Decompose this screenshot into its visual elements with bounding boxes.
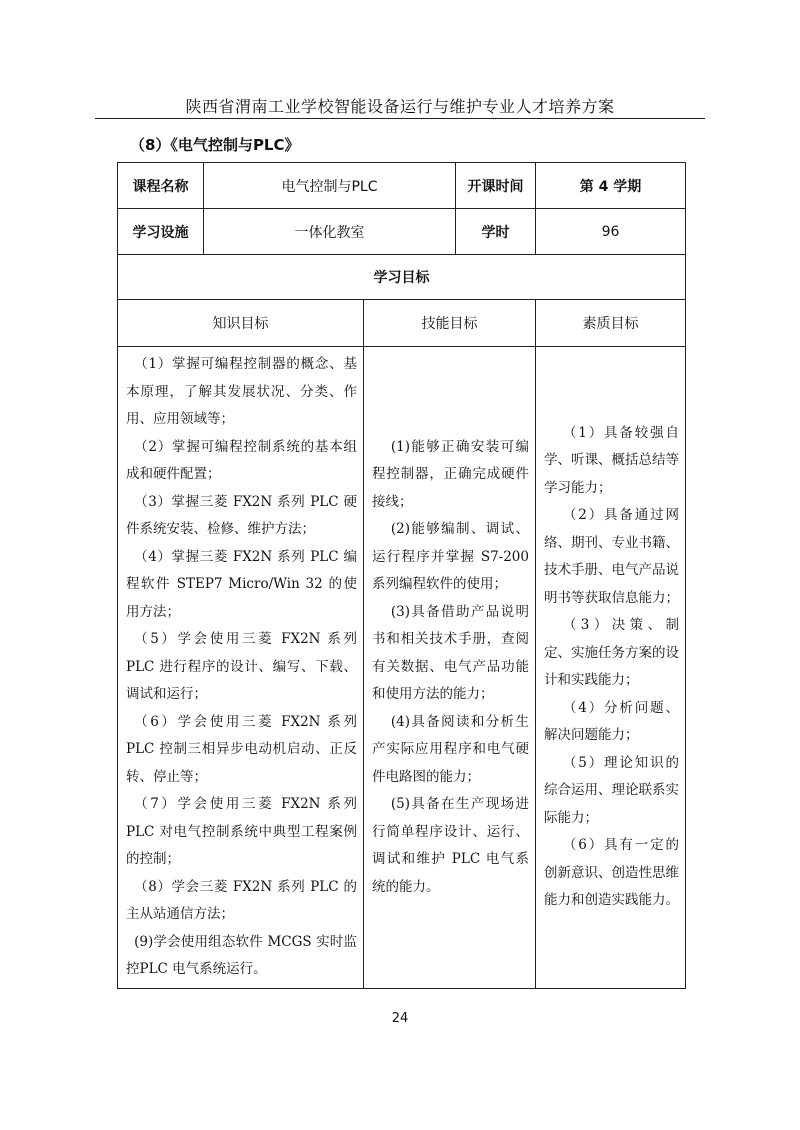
table-row bbox=[118, 255, 686, 300]
table-row bbox=[118, 300, 686, 347]
facility-label: 学习设施 bbox=[118, 209, 204, 255]
table-row bbox=[118, 163, 686, 209]
quality-column-header: 素质目标 bbox=[536, 300, 686, 347]
list-item: (4)具备阅读和分析生产实际应用程序和电气硬件电路图的能力； bbox=[372, 713, 529, 785]
list-item: （2）掌握可编程控制系统的基本组成和硬件配置； bbox=[126, 438, 357, 482]
facility-value: 一体化教室 bbox=[204, 209, 456, 255]
section-title: （8）《电气控制与PLC》 bbox=[130, 136, 300, 154]
skill-column-header: 技能目标 bbox=[364, 300, 536, 347]
list-item: (5)具备在生产现场进行简单程序设计、运行、调试和维护 PLC 电气系统的能力。 bbox=[372, 796, 529, 895]
course-name-value: 电气控制与PLC bbox=[204, 163, 456, 209]
list-item: (2)能够编制、调试、运行程序并掌握 S7-200 系列编程软件的使用； bbox=[372, 521, 529, 592]
list-item: （5）学会使用三菱 FX2N 系列 PLC 进行程序的设计、编写、下载、调试和运行； bbox=[126, 631, 357, 702]
list-item: （6）学会使用三菱 FX2N 系列 PLC 控制三相异步电动机启动、正反转、停止等； bbox=[126, 713, 357, 785]
knowledge-goals bbox=[118, 347, 364, 989]
list-item: （1）具备较强自学、听课、概括总结等学习能力； bbox=[544, 424, 679, 496]
list-item: （8）学会三菱 FX2N 系列 PLC 的主从站通信方法； bbox=[126, 878, 357, 922]
quality-goals bbox=[536, 347, 686, 989]
list-item: （6）具有一定的创新意识、创造性思维能力和创造实践能力。 bbox=[544, 837, 679, 909]
list-item: （2）具备通过网络、期刊、专业书籍、技术手册、电气产品说明书等获取信息能力； bbox=[544, 507, 679, 606]
hours-value: 96 bbox=[536, 209, 686, 255]
list-item: （1）掌握可编程控制器的概念、基本原理，了解其发展状况、分类、作用、应用领域等； bbox=[126, 356, 357, 427]
list-item: （3）掌握三菱 FX2N 系列 PLC 硬件系统安装、检修、维护方法； bbox=[126, 493, 357, 537]
list-item: （4）掌握三菱 FX2N 系列 PLC 编程软件 STEP7 Micro/Win 32 的使用方法； bbox=[126, 548, 357, 620]
list-item: (9)学会使用组态软件 MCGS 实时监控PLC 电气系统运行。 bbox=[126, 933, 357, 977]
course-table bbox=[117, 162, 686, 989]
skill-goals bbox=[364, 347, 536, 989]
goals-title: 学习目标 bbox=[118, 255, 686, 300]
page-number: 24 bbox=[391, 1011, 409, 1026]
start-time-label: 开课时间 bbox=[456, 163, 536, 209]
list-item: (1)能够正确安装可编程控制器，正确完成硬件接线； bbox=[372, 438, 529, 510]
knowledge-column-header: 知识目标 bbox=[118, 300, 364, 347]
list-item: （5）理论知识的综合运用、理论联系实际能力； bbox=[544, 754, 679, 826]
list-item: (3)具备借助产品说明书和相关技术手册，查阅有关数据、电气产品功能和使用方法的能力； bbox=[372, 603, 529, 702]
list-item: （3）决策、制定、实施任务方案的设计和实践能力； bbox=[544, 617, 679, 689]
document-header: 陕西省渭南工业学校智能设备运行与维护专业人才培养方案 bbox=[185, 97, 615, 116]
hours-label: 学时 bbox=[456, 209, 536, 255]
list-item: （4）分析问题、解决问题能力； bbox=[544, 699, 679, 744]
header-divider bbox=[95, 118, 705, 119]
table-row bbox=[118, 209, 686, 255]
table-row bbox=[118, 347, 686, 989]
course-name-label: 课程名称 bbox=[118, 163, 204, 209]
list-item: （7）学会使用三菱 FX2N 系列 PLC 对电气控制系统中典型工程案例的控制； bbox=[126, 796, 357, 867]
start-time-value: 第 4 学期 bbox=[536, 163, 686, 209]
